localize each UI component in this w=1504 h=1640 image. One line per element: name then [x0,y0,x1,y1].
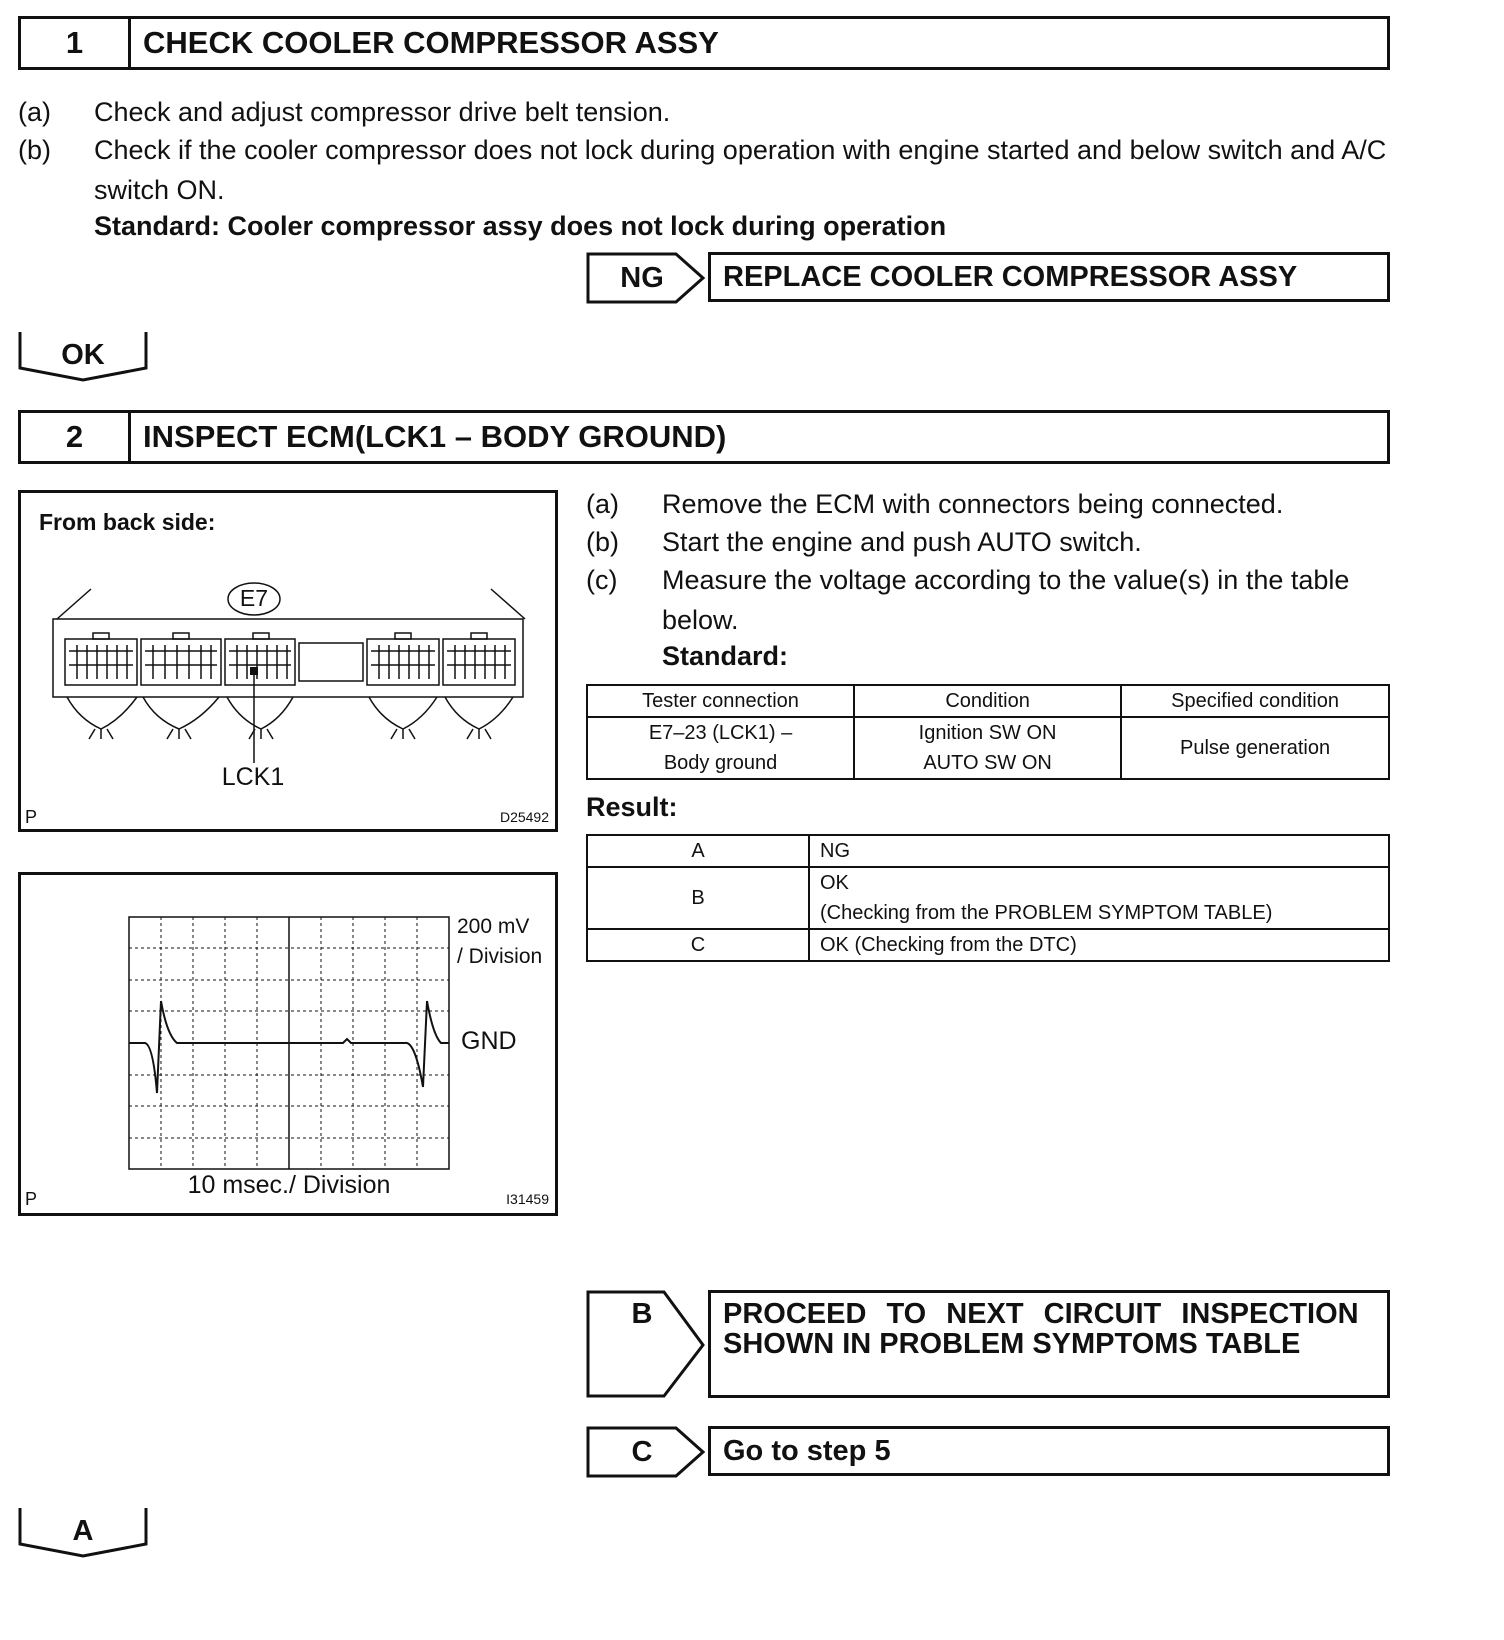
spec-connection [587,717,854,779]
branch-c-label: C [631,1436,653,1468]
item-text: Start the engine and push AUTO switch. [662,527,1142,557]
ng-label: NG [620,262,664,294]
ecm-connector-figure [18,490,558,832]
step1-standard: Standard: Cooler compressor assy does not lock during operation [94,211,947,241]
item-text: Check and adjust compressor drive belt tension. [94,97,671,127]
table-row [587,835,1389,867]
figure-corner: P [25,1189,38,1209]
step2-number: 2 [21,413,131,461]
spec-header-specified: Specified condition [1121,685,1389,717]
waveform-figure [18,872,558,1216]
figure-code: D25492 [499,809,549,825]
result-code: B [587,867,809,929]
y-scale-unit: / Division [457,945,543,968]
spec-table [586,684,1390,780]
step1-item-a [18,92,1390,132]
spec-connection-line2: Body ground [663,752,778,774]
figure-corner: P [25,807,38,827]
item-text: Check if the cooler compressor does not lock during operation with engine started and below switch and A/C switch ON. [94,135,1387,205]
result-code: A [587,835,809,867]
item-label: (a) [586,489,619,519]
step1-header [18,16,1390,70]
item-label: (c) [586,565,618,595]
step2-item-a [586,484,1396,524]
result-code: C [587,929,809,961]
gnd-label: GND [461,1027,517,1055]
y-scale: 200 mV [457,915,530,938]
connector-code: E7 [239,585,269,611]
step2-header [18,410,1390,464]
standard-label: Standard: [662,641,789,671]
spec-header-condition: Condition [854,685,1121,717]
branch-b-label: B [631,1298,653,1330]
next-label: A [72,1515,94,1547]
table-row [587,867,1389,929]
branch-b-action-line2: SHOWN IN PROBLEM SYMPTOMS TABLE [723,1328,1301,1360]
ok-label: OK [61,339,105,371]
x-scale: 10 msec./ Division [187,1171,391,1199]
terminal-label: LCK1 [221,763,285,791]
item-text: Remove the ECM with connectors being connected. [662,489,1284,519]
step1-item-b [18,130,1390,210]
figure-caption: From back side: [39,509,216,535]
item-label: (b) [18,135,51,165]
item-label: (b) [586,527,619,557]
spec-condition-line1: Ignition SW ON [918,722,1057,744]
step1-title: CHECK COOLER COMPRESSOR ASSY [143,25,719,60]
ng-action-box: REPLACE COOLER COMPRESSOR ASSY [708,252,1390,302]
result-text-note: (Checking from the PROBLEM SYMPTOM TABLE) [820,902,1273,924]
spec-header-connection: Tester connection [587,685,854,717]
result-label: Result: [586,792,678,822]
step2-title: INSPECT ECM(LCK1 – BODY GROUND) [143,419,727,454]
branch-c-action-box: Go to step 5 [708,1426,1390,1476]
spec-condition-line2: AUTO SW ON [923,752,1052,774]
result-text: NG [809,835,1389,867]
branch-b-action-box [708,1290,1390,1398]
step2-item-c [586,560,1396,640]
step2-item-b [586,522,1396,562]
spec-specified: Pulse generation [1121,717,1389,779]
item-text: Measure the voltage according to the value(s) in the table below. [662,565,1350,635]
spec-connection-line1: E7–23 (LCK1) – [648,722,793,744]
step1-number: 1 [21,19,131,67]
item-label: (a) [18,97,51,127]
result-text-cell [809,867,1389,929]
result-text: OK [820,872,849,894]
branch-b-action-line1: PROCEED TO NEXT CIRCUIT INSPECTION [723,1298,1359,1330]
result-table [586,834,1390,962]
table-row [587,929,1389,961]
spec-condition [854,717,1121,779]
result-text: OK (Checking from the DTC) [809,929,1389,961]
figure-code: I31459 [506,1191,549,1207]
